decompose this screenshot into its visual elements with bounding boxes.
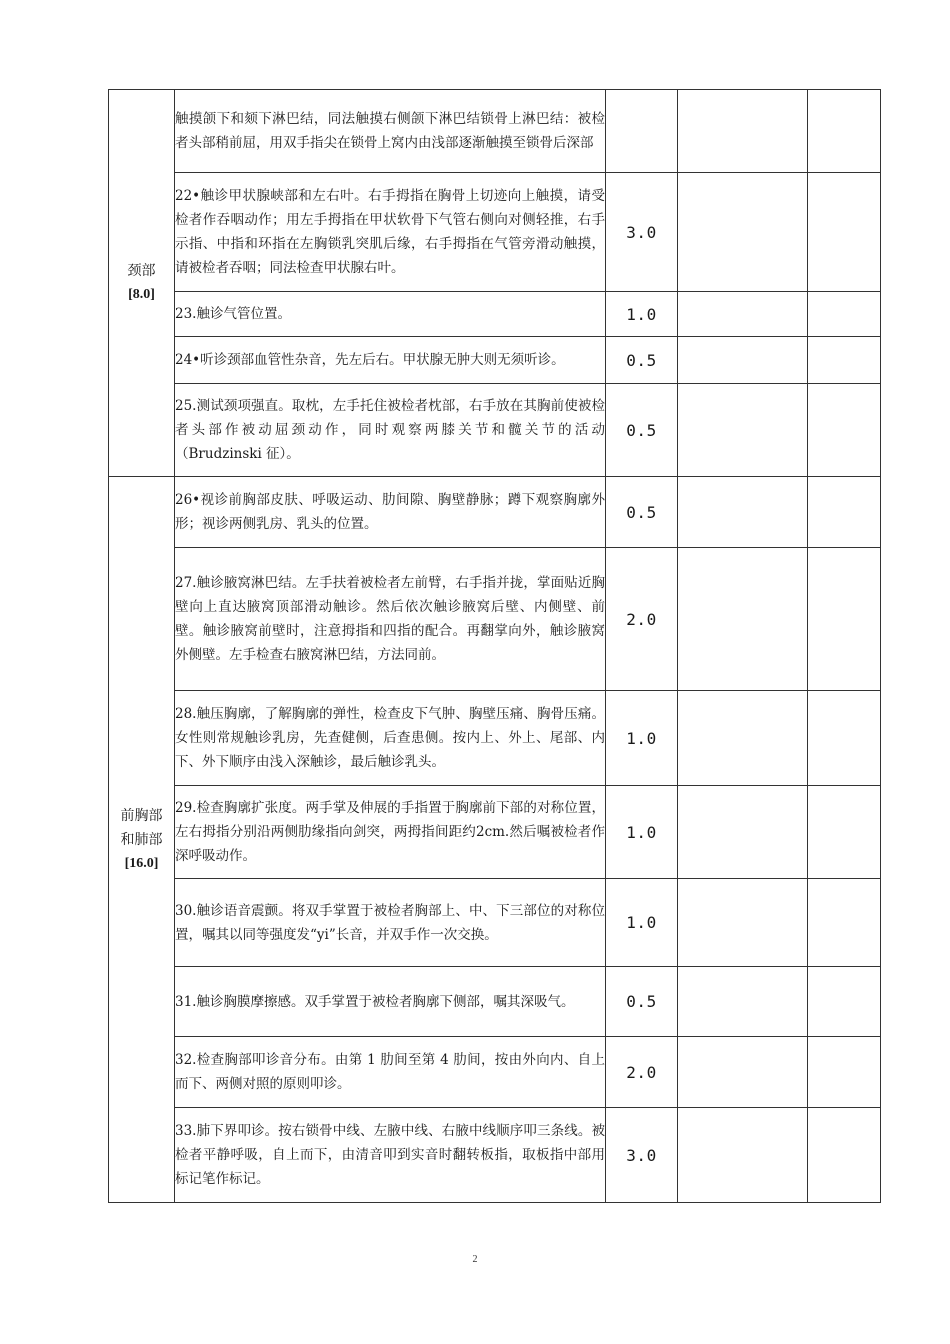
item-description: 23.触诊气管位置。 bbox=[175, 292, 606, 337]
table-row bbox=[109, 879, 881, 967]
item-score: 0.5 bbox=[606, 477, 678, 548]
section-points: [8.0] bbox=[128, 287, 155, 302]
empty-cell bbox=[678, 477, 808, 548]
item-score: 0.5 bbox=[606, 337, 678, 384]
empty-cell bbox=[808, 337, 881, 384]
empty-cell bbox=[808, 1037, 881, 1108]
section-label: 前胸部和肺部 bbox=[120, 807, 163, 848]
empty-cell bbox=[808, 292, 881, 337]
empty-cell bbox=[808, 90, 881, 173]
section-label: 颈部 bbox=[127, 263, 156, 279]
item-description: 33.肺下界叩诊。按右锁骨中线、左腋中线、右腋中线顺序叩三条线。被检者平静呼吸，自上而下，由清音叩到实音时翻转板指，取板指中部用标记笔作标记。 bbox=[175, 1108, 606, 1203]
item-score: 1.0 bbox=[606, 786, 678, 879]
empty-cell bbox=[808, 691, 881, 786]
item-description: 28.触压胸廓，了解胸廓的弹性，检查皮下气肿、胸壁压痛、胸骨压痛。女性则常规触诊乳房，先查健侧，后查患侧。按内上、外上、尾部、内下、外下顺序由浅入深触诊，最后触诊乳头。 bbox=[175, 691, 606, 786]
item-score: 1.0 bbox=[606, 292, 678, 337]
item-description: 31.触诊胸膜摩擦感。双手掌置于被检者胸廓下侧部，嘱其深吸气。 bbox=[175, 967, 606, 1037]
item-description: 22•触诊甲状腺峡部和左右叶。右手拇指在胸骨上切迹向上触摸，请受检者作吞咽动作；用左手拇指在甲状软骨下气管右侧向对侧轻推，右手示指、中指和环指在左胸锁乳突肌后缘，右手拇指在气管旁滑动触摸，请被检者吞咽；同法检查甲状腺右叶。 bbox=[175, 173, 606, 292]
section-points: [16.0] bbox=[124, 855, 159, 871]
item-description: 触摸颌下和颏下淋巴结，同法触摸右侧颌下淋巴结锁骨上淋巴结：被检者头部稍前屈，用双手指尖在锁骨上窝内由浅部逐渐触摸至锁骨后深部 bbox=[175, 90, 606, 173]
empty-cell bbox=[678, 879, 808, 967]
item-description: 24•听诊颈部血管性杂音，先左后右。甲状腺无肿大则无须听诊。 bbox=[175, 337, 606, 384]
table-row bbox=[109, 173, 881, 292]
item-score: 0.5 bbox=[606, 384, 678, 477]
empty-cell bbox=[678, 1037, 808, 1108]
empty-cell bbox=[678, 1108, 808, 1203]
item-score: 1.0 bbox=[606, 879, 678, 967]
empty-cell bbox=[678, 786, 808, 879]
empty-cell bbox=[808, 384, 881, 477]
item-score: 3.0 bbox=[606, 1108, 678, 1203]
section-cell-neck bbox=[109, 90, 175, 477]
empty-cell bbox=[808, 967, 881, 1037]
empty-cell bbox=[808, 879, 881, 967]
table-row bbox=[109, 292, 881, 337]
item-score: 2.0 bbox=[606, 548, 678, 691]
empty-cell bbox=[808, 1108, 881, 1203]
item-score: 2.0 bbox=[606, 1037, 678, 1108]
table-row bbox=[109, 1037, 881, 1108]
item-score: 1.0 bbox=[606, 691, 678, 786]
item-description: 29.检查胸廓扩张度。两手掌及伸展的手指置于胸廓前下部的对称位置，左右拇指分别沿两侧肋缘指向剑突，两拇指间距约2cm.然后嘱被检者作深呼吸动作。 bbox=[175, 786, 606, 879]
item-description: 32.检查胸部叩诊音分布。由第 1 肋间至第 4 肋间，按由外向内、自上而下、两侧对照的原则叩诊。 bbox=[175, 1037, 606, 1108]
item-description: 26•视诊前胸部皮肤、呼吸运动、肋间隙、胸壁静脉；蹲下观察胸廓外形；视诊两侧乳房、乳头的位置。 bbox=[175, 477, 606, 548]
section-cell-chest bbox=[109, 477, 175, 1203]
table-row bbox=[109, 384, 881, 477]
table-row bbox=[109, 90, 881, 173]
empty-cell bbox=[808, 477, 881, 548]
page-number: 2 bbox=[472, 1254, 478, 1265]
table-row bbox=[109, 337, 881, 384]
empty-cell bbox=[808, 173, 881, 292]
exam-table bbox=[108, 89, 881, 1203]
empty-cell bbox=[808, 548, 881, 691]
table-row bbox=[109, 967, 881, 1037]
empty-cell bbox=[678, 292, 808, 337]
empty-cell bbox=[678, 173, 808, 292]
empty-cell bbox=[808, 786, 881, 879]
item-description: 30.触诊语音震颤。将双手掌置于被检者胸部上、中、下三部位的对称位置，嘱其以同等强度发“yi”长音，并双手作一次交换。 bbox=[175, 879, 606, 967]
table-row bbox=[109, 786, 881, 879]
item-description: 27.触诊腋窝淋巴结。左手扶着被检者左前臂，右手指并拢，掌面贴近胸壁向上直达腋窝顶部滑动触诊。然后依次触诊腋窝后壁、内侧壁、前壁。触诊腋窝前壁时，注意拇指和四指的配合。再翻掌向外，触诊腋窝外侧壁。左手检查右腋窝淋巴结，方法同前。 bbox=[175, 548, 606, 691]
empty-cell bbox=[678, 384, 808, 477]
table-row bbox=[109, 691, 881, 786]
item-score: 0.5 bbox=[606, 967, 678, 1037]
empty-cell bbox=[678, 967, 808, 1037]
empty-cell bbox=[678, 548, 808, 691]
table-row bbox=[109, 1108, 881, 1203]
table-row bbox=[109, 477, 881, 548]
empty-cell bbox=[678, 691, 808, 786]
item-score: 3.0 bbox=[606, 173, 678, 292]
item-score bbox=[606, 90, 678, 173]
table-row bbox=[109, 548, 881, 691]
empty-cell bbox=[678, 90, 808, 173]
item-description: 25.测试颈项强直。取枕，左手托住被检者枕部，右手放在其胸前使被检者头部作被动屈颈动作，同时观察两膝关节和髋关节的活动（Brudzinski 征）。 bbox=[175, 384, 606, 477]
empty-cell bbox=[678, 337, 808, 384]
